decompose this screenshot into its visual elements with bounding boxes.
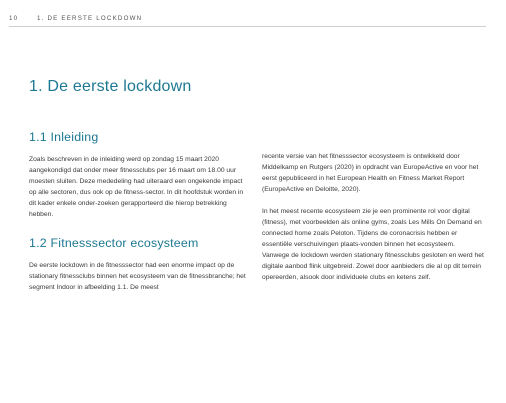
- running-header: [9, 12, 486, 24]
- paragraph-digital-fitness: In het meest recente ecosysteem zie je een prominente rol voor digital (fitness), met voorbeelden als online gyms, zoals Les Mills On Demand en connected home zoals Peloton. Tijdens de coronacrisis hebben er essentiële verschuivingen plaats-vonden binnen het ecosysteem. Vanwege de lockdown werden stationary fitnessclubs gesloten en werd het digitale aanbod flink uitgebreid. Zowel door aanbieders die al op dit terrein opereerden, alsook door individuele clubs en ketens zelf.: [262, 208, 484, 281]
- right-column: [262, 151, 484, 294]
- header-divider: [9, 26, 486, 27]
- paragraph-ecosysteem: De eerste lockdown in de fitnesssector had een enorme impact op de stationary fitnessclubs binnen het ecosysteem van de fitnessbranche; het segment Indoor in afbeelding 1.1. De meest: [29, 262, 246, 291]
- running-section-title: 1. DE EERSTE LOCKDOWN: [37, 14, 143, 22]
- page-number: 10: [9, 14, 19, 22]
- chapter-title: 1. De eerste lockdown: [29, 78, 192, 95]
- section-heading-inleiding: 1.1 Inleiding: [29, 130, 99, 144]
- paragraph-ecosysteem-continued: recente versie van het fitnesssector ecosysteem is ontwikkeld door Middelkamp en Rutgers (2020) in opdracht van EuropeActive en voor het eerst gepubliceerd in het European Health en Fitness Market Report (EuropeActive en Deloitte, 2020).: [262, 153, 479, 193]
- paragraph-inleiding: Zoals beschreven in de inleiding werd op zondag 15 maart 2020 aangekondigd dat onder meer fitnessclubs per 16 maart om 18.00 uur moesten sluiten. Deze mededeling had uiteraard een ongekende impact op alle sectoren, dus ook op de fitness-sector. In dit hoofdstuk worden in dit kader enkele onder-zoeken gerapporteerd die hierop betrekking hebben.: [29, 156, 244, 218]
- section-heading-ecosysteem: 1.2 Fitnesssector ecosysteem: [29, 236, 199, 250]
- left-column: [29, 130, 250, 304]
